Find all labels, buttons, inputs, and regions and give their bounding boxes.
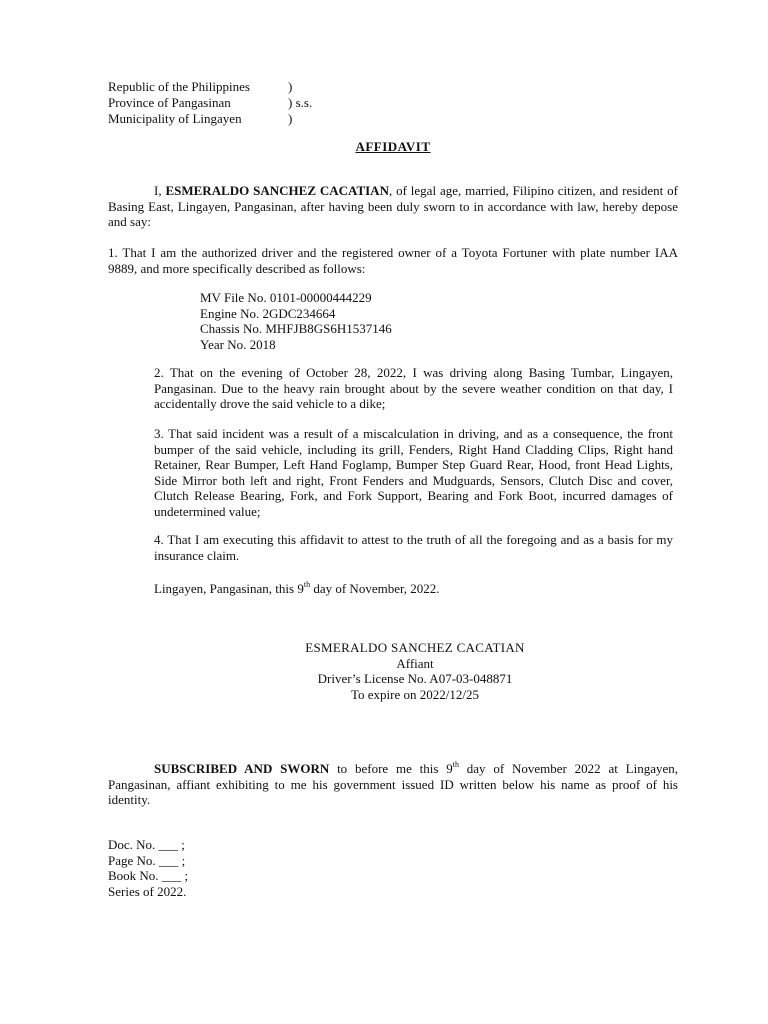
- vehicle-details: [200, 290, 620, 352]
- affiant-block: [265, 640, 565, 702]
- venue-province: Province of Pangasinan: [108, 95, 231, 110]
- chassis-number: Chassis No. MHFJB8GS6H1537146: [200, 321, 392, 336]
- page-number: Page No. ___ ;: [108, 852, 186, 868]
- venue-mark-1: ): [288, 79, 293, 94]
- paragraph-4: 4. That I am executing this affidavit to attest to the truth of all the foregoing and as a basis for my insurance claim.: [154, 532, 673, 563]
- venue-mark-3: ): [288, 111, 293, 126]
- document-title-wrap: [108, 139, 678, 155]
- series-year: Series of 2022.: [108, 883, 187, 899]
- notarial-register: [108, 837, 308, 899]
- date-line-end: day of November, 2022.: [310, 581, 440, 596]
- date-line-start: Lingayen, Pangasinan, this 9: [154, 581, 304, 596]
- date-line-sup: th: [303, 579, 311, 589]
- book-number: Book No. ___ ;: [108, 868, 189, 883]
- mv-file-number: MV File No. 0101-00000444229: [200, 290, 372, 305]
- engine-number: Engine No. 2GDC234664: [200, 305, 336, 321]
- affiant-role: Affiant: [396, 655, 434, 671]
- jurat-sup: th: [452, 759, 459, 769]
- document-title: AFFIDAVIT: [355, 139, 431, 154]
- jurat-bold: SUBSCRIBED AND SWORN: [154, 761, 330, 776]
- affiant-name: ESMERALDO SANCHEZ CACATIAN: [305, 640, 525, 655]
- jurat-part2: day of November 2022 at Lingayen, Pangasinan, affiant exhibiting to me his government issued ID written below his name as proof of his identity.: [108, 761, 678, 807]
- venue-municipality: Municipality of Lingayen: [108, 111, 242, 126]
- paragraph-2: 2. That on the evening of October 28, 2022, I was driving along Basing Tumbar, Lingayen, Pangasinan. Due to the heavy rain brought about by the severe weather condition on that day, I accidentally drove the said vehicle to a dike;: [154, 365, 673, 411]
- doc-number: Doc. No. ___ ;: [108, 837, 185, 852]
- intro-rest: , of legal age, married, Filipino citizen, and resident of Basing East, Lingayen, Pangasinan, after having been duly sworn to in accordance with law, hereby depose and say:: [108, 183, 678, 229]
- date-line: [154, 581, 654, 597]
- year-number: Year No. 2018: [200, 336, 276, 352]
- paragraph-1: 1. That I am the authorized driver and the registered owner of a Toyota Fortuner with plate number IAA 9889, and more specifically described as follows:: [108, 245, 678, 276]
- license-expiry: To expire on 2022/12/25: [351, 686, 479, 702]
- intro-paragraph: [108, 183, 678, 230]
- drivers-license: Driver’s License No. A07-03-048871: [317, 671, 513, 686]
- affiant-name-inline: ESMERALDO SANCHEZ CACATIAN: [165, 183, 389, 198]
- venue-republic: Republic of the Philippines: [108, 79, 250, 94]
- jurat-part1: to before me this 9: [329, 761, 453, 776]
- jurat-paragraph: [108, 761, 678, 808]
- venue-mark-2: ) s.s.: [288, 95, 313, 110]
- paragraph-3: 3. That said incident was a result of a miscalculation in driving, and as a consequence, the front bumper of the said vehicle, including its grill, Fenders, Right Hand Cladding Clips, Right hand Retainer, Rear Bumper, Left Hand Foglamp, Bumper Step Guard Rear, Hood, front Head Lights, Side Mirror both left and right, Front Fenders and Mudguards, Sensors, Clutch Disc and cover, Clutch Release Bearing, Fork, and Fork Support, Bearing and Fork Boot, incurred damages of undetermined value;: [154, 426, 673, 519]
- intro-start: I,: [154, 183, 166, 198]
